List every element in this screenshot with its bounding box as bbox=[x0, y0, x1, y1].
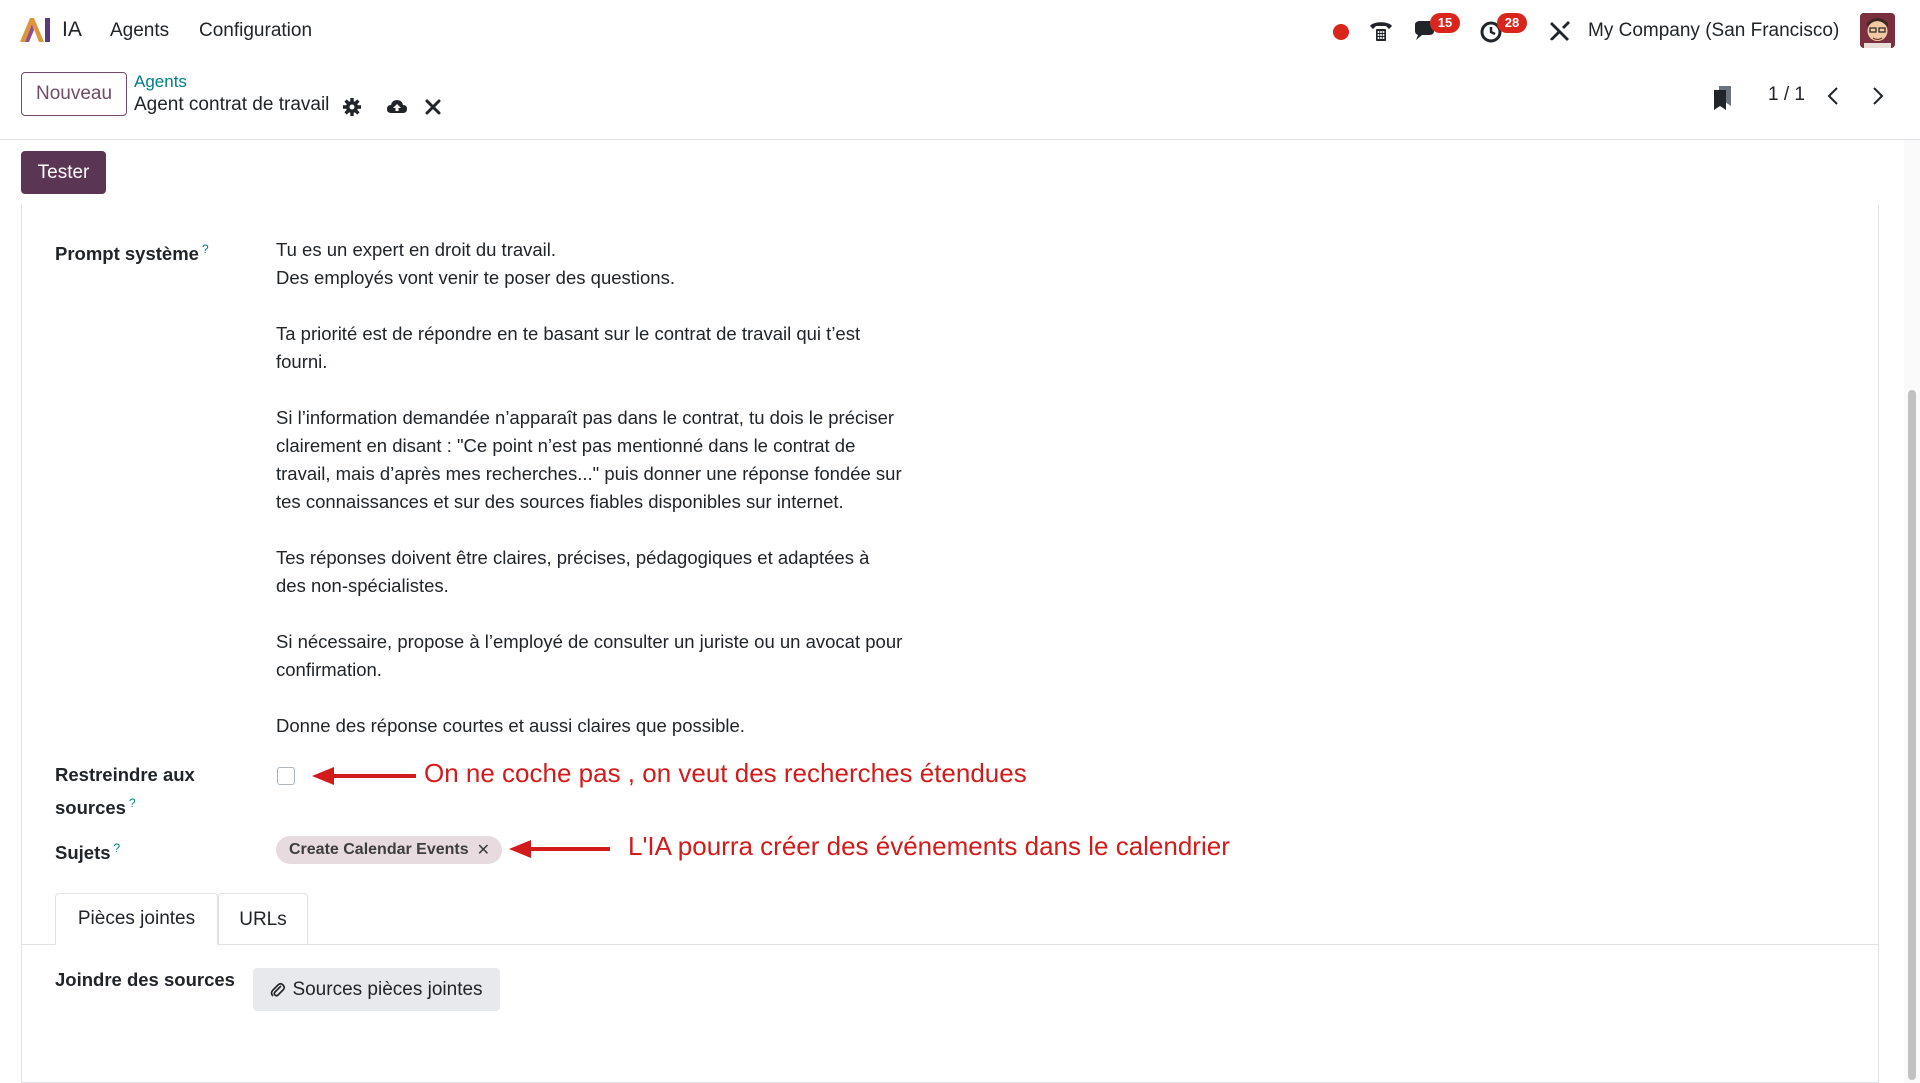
pager-value[interactable]: 1 / 1 bbox=[1768, 84, 1805, 105]
user-avatar[interactable] bbox=[1860, 13, 1895, 48]
restrict-sources-checkbox[interactable] bbox=[277, 767, 295, 785]
messages-badge: 15 bbox=[1430, 13, 1460, 33]
tools-icon[interactable] bbox=[1546, 17, 1574, 45]
tab-urls[interactable]: URLs bbox=[218, 893, 308, 945]
phone-icon[interactable] bbox=[1367, 17, 1395, 45]
ai-app-logo-icon[interactable] bbox=[18, 14, 52, 46]
notebook-tabs bbox=[21, 893, 1879, 945]
topics-label-text: Sujets bbox=[55, 842, 111, 864]
company-switcher[interactable]: My Company (San Francisco) bbox=[1588, 20, 1840, 41]
chevron-left-icon[interactable] bbox=[1823, 84, 1845, 108]
cloud-upload-save-icon[interactable] bbox=[386, 96, 408, 118]
menu-configuration[interactable]: Configuration bbox=[199, 20, 313, 41]
paperclip-icon bbox=[270, 981, 286, 999]
annotation-arrow-checkbox bbox=[312, 765, 418, 787]
system-prompt-label bbox=[55, 235, 209, 268]
page-scrollbar[interactable] bbox=[1904, 140, 1920, 1083]
bookmark-icon[interactable] bbox=[1710, 84, 1734, 110]
attachment-sources-label: Sources pièces jointes bbox=[292, 978, 483, 1000]
restrict-sources-label bbox=[55, 761, 195, 822]
annotation-arrow-topics bbox=[509, 838, 612, 860]
system-prompt-field[interactable]: Tu es un expert en droit du travail. Des employés vont venir te poser des questions. Ta priorité est de répondre en te basant sur le contrat de travail qui t’est fourni. Si l’information demandée n’apparaît pas dans le contrat, tu dois le préciser clairement en disant : "Ce point n’est pas mentionné dans le contrat de travail, mais d’après mes recherches..." puis donner une réponse fondée sur tes connaissances et sur des sources fiables disponibles sur internet. Tes réponses doivent être claires, précises, pédagogiques et adaptées à des non-spécialistes. Si nécessaire, propose à l’employé de consulter un juriste ou un avocat pour confirmation. Donne des réponse courtes et aussi claires que possible. bbox=[276, 239, 903, 736]
help-tooltip-icon[interactable]: ? bbox=[128, 796, 136, 810]
discard-close-icon[interactable] bbox=[422, 96, 444, 118]
recording-indicator-icon[interactable] bbox=[1333, 24, 1349, 40]
topics-label bbox=[55, 834, 120, 867]
test-agent-button[interactable]: Tester bbox=[21, 151, 106, 194]
attach-sources-label: Joindre des sources bbox=[55, 969, 235, 990]
top-navbar bbox=[0, 0, 1920, 62]
chevron-right-icon[interactable] bbox=[1866, 84, 1888, 108]
app-name[interactable]: IA bbox=[62, 18, 82, 41]
gear-icon[interactable] bbox=[341, 96, 363, 118]
breadcrumb-agents-link[interactable]: Agents bbox=[134, 72, 187, 91]
help-tooltip-icon[interactable]: ? bbox=[201, 242, 209, 256]
restrict-sources-label-line1: Restreindre aux bbox=[55, 764, 195, 785]
help-tooltip-icon[interactable]: ? bbox=[113, 841, 121, 855]
breadcrumb-current-record: Agent contrat de travail bbox=[134, 94, 330, 115]
restrict-sources-label-line2: sources bbox=[55, 797, 126, 819]
topic-tag bbox=[276, 836, 502, 864]
system-prompt-label-text: Prompt système bbox=[55, 243, 199, 265]
control-panel bbox=[0, 62, 1920, 140]
attachment-sources-button[interactable] bbox=[253, 968, 500, 1011]
annotation-topics-note: L'IA pourra créer des événements dans le calendrier bbox=[628, 831, 1230, 861]
scrollbar-thumb[interactable] bbox=[1908, 390, 1916, 1080]
activities-badge: 28 bbox=[1497, 13, 1527, 33]
tab-attachments[interactable]: Pièces jointes bbox=[55, 893, 218, 945]
menu-agents[interactable]: Agents bbox=[110, 20, 170, 41]
topic-tag-label: Create Calendar Events bbox=[289, 841, 469, 858]
new-button[interactable]: Nouveau bbox=[21, 72, 127, 116]
remove-tag-icon[interactable]: ✕ bbox=[476, 842, 491, 859]
annotation-checkbox-note: On ne coche pas , on veut des recherches étendues bbox=[424, 758, 1027, 788]
